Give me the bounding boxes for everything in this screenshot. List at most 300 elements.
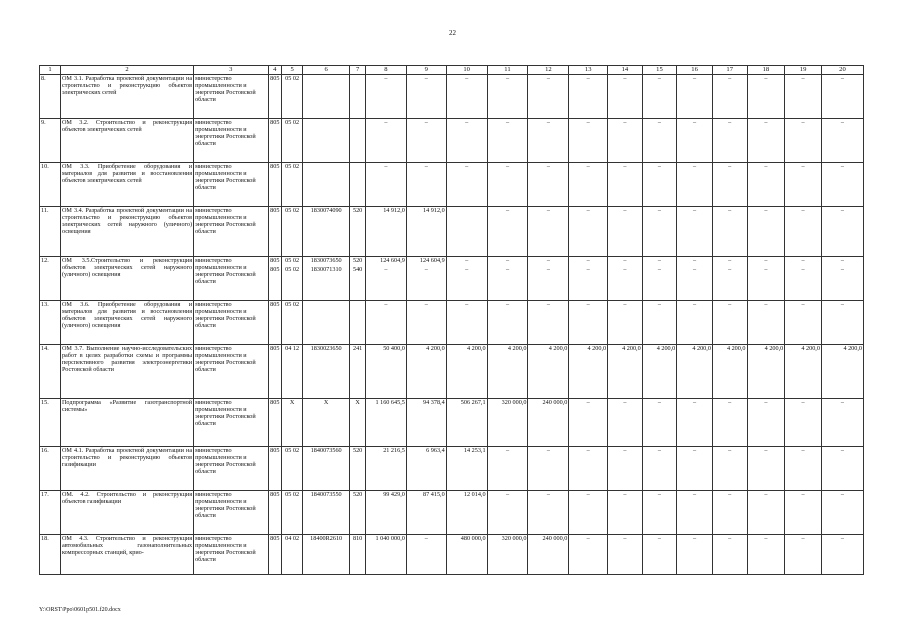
cell-value: – bbox=[801, 257, 805, 264]
cell-value: 4 200,0 bbox=[843, 345, 862, 352]
cell-value: – bbox=[840, 535, 844, 542]
year-value bbox=[569, 535, 608, 575]
year-value bbox=[677, 345, 713, 399]
cell-value: – bbox=[801, 491, 805, 498]
cell-value bbox=[351, 301, 364, 310]
year-value bbox=[569, 345, 608, 399]
cell-value: 14 912,0 bbox=[423, 207, 445, 214]
code-c4: 805 bbox=[268, 345, 282, 399]
cell-value: – bbox=[728, 75, 732, 82]
value-c10 bbox=[446, 491, 487, 535]
column-number-header: 1 bbox=[40, 66, 61, 75]
value-c6 bbox=[303, 399, 350, 447]
cell-value: 4 200,0 bbox=[587, 345, 607, 352]
cell-value: – bbox=[505, 257, 510, 264]
value-c7 bbox=[350, 257, 366, 301]
year-value bbox=[528, 535, 569, 575]
year-value bbox=[747, 163, 785, 207]
cell-value: – bbox=[384, 119, 388, 126]
year-value bbox=[528, 119, 569, 163]
value-c8 bbox=[365, 345, 406, 399]
code-c5: 05 02 bbox=[282, 119, 303, 163]
cell-value bbox=[304, 163, 348, 172]
year-value bbox=[712, 119, 747, 163]
code-c5: 05 02 05 02 bbox=[282, 257, 303, 301]
value-c6 bbox=[303, 345, 350, 399]
cell-value: – bbox=[693, 266, 697, 273]
cell-value: – bbox=[424, 75, 428, 82]
cell-value: – bbox=[840, 163, 844, 170]
year-value bbox=[747, 75, 785, 119]
column-number-header: 18 bbox=[747, 66, 785, 75]
value-c10 bbox=[446, 301, 487, 345]
row-number: 8. bbox=[40, 75, 61, 119]
cell-value: – bbox=[657, 119, 662, 126]
value-c9 bbox=[406, 447, 446, 491]
cell-value: 4 200,0 bbox=[656, 345, 676, 352]
cell-value: – bbox=[801, 75, 805, 82]
value-c6 bbox=[303, 447, 350, 491]
year-value bbox=[642, 301, 677, 345]
cell-value: – bbox=[764, 75, 768, 82]
cell-value: 14 912,0 bbox=[383, 207, 405, 214]
cell-value: – bbox=[505, 266, 510, 273]
code-c4: 805 805 bbox=[268, 257, 282, 301]
cell-value: – bbox=[505, 207, 510, 214]
year-value bbox=[712, 399, 747, 447]
executor: министерство промышленности и энергетики Ростовской области bbox=[194, 399, 268, 447]
cell-value: – bbox=[657, 207, 662, 214]
value-c8 bbox=[365, 163, 406, 207]
cell-value: – bbox=[693, 399, 697, 406]
year-value bbox=[608, 75, 643, 119]
cell-value: – bbox=[546, 301, 550, 308]
cell-value: – bbox=[693, 535, 697, 542]
cell-value: – bbox=[623, 119, 627, 126]
year-value bbox=[642, 447, 677, 491]
table-row bbox=[40, 345, 864, 399]
cell-value: – bbox=[505, 119, 510, 126]
cell-value: – bbox=[840, 266, 844, 273]
value-c10 bbox=[446, 535, 487, 575]
cell-value: – bbox=[764, 399, 768, 406]
cell-value: – bbox=[657, 535, 662, 542]
year-value bbox=[677, 447, 713, 491]
value-c10 bbox=[446, 345, 487, 399]
executor: министерство промышленности и энергетики Ростовской области bbox=[194, 345, 268, 399]
measure-name: ОМ 3.2. Строительство и реконструкция объектов электрических сетей bbox=[60, 119, 193, 163]
code-c5: 05 02 bbox=[282, 447, 303, 491]
cell-value: – bbox=[465, 266, 469, 273]
code-c4: 805 bbox=[268, 207, 282, 257]
executor: министерство промышленности и энергетики Ростовской области bbox=[194, 75, 268, 119]
cell-value: 18400R2610 bbox=[310, 535, 343, 542]
cell-value: – bbox=[840, 447, 844, 454]
cell-value: – bbox=[764, 491, 768, 498]
cell-value: – bbox=[424, 301, 428, 308]
column-number-header: 20 bbox=[821, 66, 863, 75]
cell-value: – bbox=[505, 447, 510, 454]
value-c6 bbox=[303, 75, 350, 119]
year-value bbox=[785, 207, 822, 257]
cell-value: 4 200,0 bbox=[764, 345, 784, 352]
year-value bbox=[677, 75, 713, 119]
column-number-header: 16 bbox=[677, 66, 713, 75]
year-value bbox=[677, 399, 713, 447]
executor: министерство промышленности и энергетики Ростовской области bbox=[194, 301, 268, 345]
column-number-header: 9 bbox=[406, 66, 446, 75]
value-c7 bbox=[350, 75, 366, 119]
value-c9 bbox=[406, 207, 446, 257]
value-c10 bbox=[446, 119, 487, 163]
table-row bbox=[40, 535, 864, 575]
header-row bbox=[40, 66, 864, 75]
year-value bbox=[528, 491, 569, 535]
cell-value: – bbox=[657, 266, 662, 273]
cell-value: – bbox=[801, 163, 805, 170]
code-c4: 805 bbox=[268, 75, 282, 119]
cell-value: – bbox=[840, 399, 844, 406]
cell-value: – bbox=[840, 207, 844, 214]
row-number: 15. bbox=[40, 399, 61, 447]
file-path-footer: Y:\ORST\Ppo\0601p501.f20.docx bbox=[39, 607, 121, 613]
cell-value: – bbox=[801, 266, 805, 273]
measure-name: Подпрограмма «Развитие газотранспортной системы» bbox=[60, 399, 193, 447]
year-value bbox=[642, 399, 677, 447]
year-value bbox=[608, 535, 643, 575]
cell-value: – bbox=[764, 301, 768, 308]
code-c5: X bbox=[282, 399, 303, 447]
cell-value: – bbox=[586, 535, 590, 542]
value-c6 bbox=[303, 207, 350, 257]
cell-value bbox=[304, 75, 348, 84]
cell-value: 1830023650 bbox=[310, 345, 342, 352]
cell-value: – bbox=[623, 535, 627, 542]
year-value bbox=[642, 207, 677, 257]
year-value bbox=[642, 163, 677, 207]
year-value bbox=[821, 257, 863, 301]
year-value bbox=[712, 535, 747, 575]
measure-name: ОМ 3.6. Приобретение оборудования и материалов для развития и восстановления объектов электрических сетей наружного (уличного) освещения bbox=[60, 301, 193, 345]
page-number: 22 bbox=[449, 29, 456, 37]
year-value bbox=[712, 163, 747, 207]
cell-value: 94 378,4 bbox=[423, 399, 445, 406]
cell-value: 99 429,0 bbox=[383, 491, 405, 498]
executor: министерство промышленности и энергетики Ростовской области bbox=[194, 447, 268, 491]
value-c8 bbox=[365, 447, 406, 491]
table-row bbox=[40, 163, 864, 207]
column-number-header: 11 bbox=[487, 66, 528, 75]
cell-value: – bbox=[840, 75, 844, 82]
value-c9 bbox=[406, 535, 446, 575]
cell-value: – bbox=[764, 447, 768, 454]
cell-value: – bbox=[505, 301, 510, 308]
value-c6 bbox=[303, 491, 350, 535]
column-number-header: 10 bbox=[446, 66, 487, 75]
year-value bbox=[642, 75, 677, 119]
year-value bbox=[569, 301, 608, 345]
year-value bbox=[569, 119, 608, 163]
year-value bbox=[487, 345, 528, 399]
cell-value: – bbox=[586, 447, 590, 454]
value-c8 bbox=[365, 257, 406, 301]
cell-value: 520 bbox=[352, 447, 363, 454]
cell-value: – bbox=[586, 266, 590, 273]
row-number: 12. bbox=[40, 257, 61, 301]
value-c9 bbox=[406, 491, 446, 535]
value-c9 bbox=[406, 399, 446, 447]
table-row bbox=[40, 301, 864, 345]
value-c6 bbox=[303, 119, 350, 163]
year-value bbox=[712, 75, 747, 119]
year-value bbox=[642, 119, 677, 163]
value-c8 bbox=[365, 491, 406, 535]
year-value bbox=[677, 301, 713, 345]
year-value bbox=[712, 207, 747, 257]
column-number-header: 3 bbox=[194, 66, 268, 75]
cell-value: – bbox=[465, 257, 469, 264]
year-value bbox=[642, 345, 677, 399]
cell-value: 240 000,0 bbox=[542, 535, 568, 542]
year-value bbox=[821, 207, 863, 257]
value-c7 bbox=[350, 119, 366, 163]
value-c10 bbox=[446, 399, 487, 447]
row-number: 11. bbox=[40, 207, 61, 257]
value-c8 bbox=[365, 75, 406, 119]
year-value bbox=[712, 345, 747, 399]
cell-value: – bbox=[623, 257, 627, 264]
cell-value: – bbox=[764, 119, 768, 126]
code-c4: 805 bbox=[268, 163, 282, 207]
cell-value: – bbox=[465, 163, 469, 170]
value-c6 bbox=[303, 257, 350, 301]
cell-value: – bbox=[693, 119, 697, 126]
year-value bbox=[608, 163, 643, 207]
year-value bbox=[528, 447, 569, 491]
cell-value: – bbox=[424, 535, 428, 542]
cell-value: – bbox=[693, 301, 697, 308]
cell-value: – bbox=[657, 491, 662, 498]
column-number-header: 4 bbox=[268, 66, 282, 75]
cell-value: – bbox=[764, 266, 768, 273]
value-c7 bbox=[350, 163, 366, 207]
year-value bbox=[487, 301, 528, 345]
cell-value: 87 415,0 bbox=[423, 491, 445, 498]
column-number-header: 15 bbox=[642, 66, 677, 75]
cell-value: – bbox=[505, 163, 510, 170]
year-value bbox=[785, 447, 822, 491]
year-value bbox=[528, 257, 569, 301]
year-value bbox=[487, 535, 528, 575]
year-value bbox=[569, 75, 608, 119]
cell-value: – bbox=[586, 75, 590, 82]
year-value bbox=[487, 207, 528, 257]
value-c6 bbox=[303, 163, 350, 207]
year-value bbox=[785, 119, 822, 163]
column-number-header: 6 bbox=[303, 66, 350, 75]
year-value bbox=[487, 119, 528, 163]
year-value bbox=[677, 207, 713, 257]
cell-value: – bbox=[764, 535, 768, 542]
year-value bbox=[821, 447, 863, 491]
value-c10 bbox=[446, 163, 487, 207]
cell-value: – bbox=[465, 119, 469, 126]
value-c9 bbox=[406, 119, 446, 163]
cell-value: – bbox=[465, 301, 469, 308]
cell-value: – bbox=[693, 447, 697, 454]
code-c5: 05 02 bbox=[282, 163, 303, 207]
cell-value: – bbox=[586, 301, 590, 308]
year-value bbox=[528, 75, 569, 119]
cell-value: – bbox=[728, 207, 732, 214]
table-row bbox=[40, 491, 864, 535]
year-value bbox=[608, 399, 643, 447]
code-c4: 805 bbox=[268, 301, 282, 345]
code-c5: 05 02 bbox=[282, 207, 303, 257]
cell-value: – bbox=[693, 75, 697, 82]
year-value bbox=[608, 301, 643, 345]
cell-value: – bbox=[693, 491, 697, 498]
cell-value: – bbox=[728, 491, 732, 498]
cell-value: 480 000,0 bbox=[460, 535, 486, 542]
cell-value: – bbox=[623, 75, 627, 82]
year-value bbox=[608, 491, 643, 535]
year-value bbox=[747, 301, 785, 345]
value-c9 bbox=[406, 257, 446, 301]
year-value bbox=[608, 447, 643, 491]
year-value bbox=[642, 535, 677, 575]
table-row bbox=[40, 119, 864, 163]
measure-name: ОМ. 4.2. Строительство и реконструкция объектов газификации bbox=[60, 491, 193, 535]
cell-value: – bbox=[586, 119, 590, 126]
cell-value: – bbox=[764, 207, 768, 214]
cell-value: – bbox=[424, 163, 428, 170]
year-value bbox=[528, 207, 569, 257]
year-value bbox=[487, 491, 528, 535]
year-value bbox=[747, 491, 785, 535]
code-c4: 805 bbox=[268, 447, 282, 491]
year-value bbox=[785, 75, 822, 119]
cell-value: – bbox=[384, 266, 388, 273]
cell-value: – bbox=[728, 447, 732, 454]
value-c8 bbox=[365, 119, 406, 163]
cell-value: – bbox=[623, 491, 627, 498]
cell-value: 4 200,0 bbox=[426, 345, 445, 352]
year-value bbox=[569, 447, 608, 491]
column-number-header: 8 bbox=[365, 66, 406, 75]
year-value bbox=[677, 535, 713, 575]
year-value bbox=[785, 163, 822, 207]
cell-value: – bbox=[586, 163, 590, 170]
cell-value: – bbox=[546, 163, 550, 170]
cell-value: – bbox=[623, 399, 627, 406]
code-c5: 05 02 bbox=[282, 75, 303, 119]
cell-value: 520 bbox=[352, 207, 363, 214]
measure-name: ОМ 3.1. Разработка проектной документации на строительство и реконструкцию объектов электрических сетей bbox=[60, 75, 193, 119]
executor: министерство промышленности и энергетики Ростовской области bbox=[194, 491, 268, 535]
year-value bbox=[747, 447, 785, 491]
measure-name: ОМ 3.5.Строительство и реконструкция объектов электрических сетей наружного (уличного) освещения bbox=[60, 257, 193, 301]
table-row bbox=[40, 447, 864, 491]
value-c10 bbox=[446, 75, 487, 119]
cell-value: – bbox=[693, 257, 697, 264]
cell-value: – bbox=[623, 447, 627, 454]
cell-value: 4 200,0 bbox=[548, 345, 568, 352]
year-value bbox=[821, 119, 863, 163]
budget-table bbox=[39, 65, 864, 575]
year-value bbox=[528, 399, 569, 447]
year-value bbox=[677, 491, 713, 535]
cell-value: – bbox=[623, 163, 627, 170]
code-c4: 805 bbox=[268, 491, 282, 535]
value-c7 bbox=[350, 399, 366, 447]
cell-value: – bbox=[424, 266, 428, 273]
code-c4: 805 bbox=[268, 119, 282, 163]
row-number: 13. bbox=[40, 301, 61, 345]
value-c8 bbox=[365, 301, 406, 345]
cell-value: – bbox=[546, 491, 550, 498]
cell-value: – bbox=[801, 119, 805, 126]
cell-value: 1 160 645,5 bbox=[375, 399, 405, 406]
year-value bbox=[821, 345, 863, 399]
table-row bbox=[40, 75, 864, 119]
cell-value: – bbox=[586, 399, 590, 406]
year-value bbox=[528, 163, 569, 207]
cell-value: – bbox=[546, 257, 550, 264]
cell-value: 6 963,4 bbox=[426, 447, 445, 454]
cell-value: 320 000,0 bbox=[501, 535, 527, 542]
value-c6 bbox=[303, 535, 350, 575]
year-value bbox=[712, 301, 747, 345]
measure-name: ОМ 3.7. Выполнение научно-исследовательских работ в целях разработки схемы и программы перспективного развития электроэнергетики Ростовской области bbox=[60, 345, 193, 399]
year-value bbox=[785, 399, 822, 447]
cell-value bbox=[351, 75, 364, 84]
year-value bbox=[487, 399, 528, 447]
cell-value: – bbox=[657, 301, 662, 308]
year-value bbox=[821, 163, 863, 207]
cell-value: 1830071310 bbox=[310, 266, 342, 273]
value-c8 bbox=[365, 399, 406, 447]
cell-value: – bbox=[693, 163, 697, 170]
cell-value: – bbox=[586, 491, 590, 498]
cell-value: – bbox=[657, 399, 662, 406]
cell-value: 810 bbox=[352, 535, 363, 542]
year-value bbox=[747, 207, 785, 257]
cell-value bbox=[448, 207, 486, 216]
cell-value: – bbox=[424, 119, 428, 126]
measure-name: ОМ 3.3. Приобретение оборудования и материалов для развития и восстановления объектов электрических сетей bbox=[60, 163, 193, 207]
cell-value: 4 200,0 bbox=[622, 345, 641, 352]
cell-value: – bbox=[801, 535, 805, 542]
value-c7 bbox=[350, 207, 366, 257]
value-c10 bbox=[446, 447, 487, 491]
cell-value: 241 bbox=[352, 345, 363, 352]
year-value bbox=[487, 75, 528, 119]
column-number-header: 2 bbox=[60, 66, 193, 75]
year-value bbox=[747, 535, 785, 575]
cell-value: – bbox=[657, 163, 662, 170]
row-number: 16. bbox=[40, 447, 61, 491]
cell-value: 14 253,1 bbox=[463, 447, 486, 454]
year-value bbox=[785, 257, 822, 301]
cell-value: – bbox=[586, 207, 590, 214]
cell-value: – bbox=[728, 301, 732, 308]
cell-value: – bbox=[465, 75, 469, 82]
table-row bbox=[40, 399, 864, 447]
column-number-header: 17 bbox=[712, 66, 747, 75]
measure-name: ОМ 4.3. Строительство и реконструкция автомобильных газонаполнительных компрессорных станций, крио- bbox=[60, 535, 193, 575]
cell-value: X bbox=[323, 399, 329, 406]
